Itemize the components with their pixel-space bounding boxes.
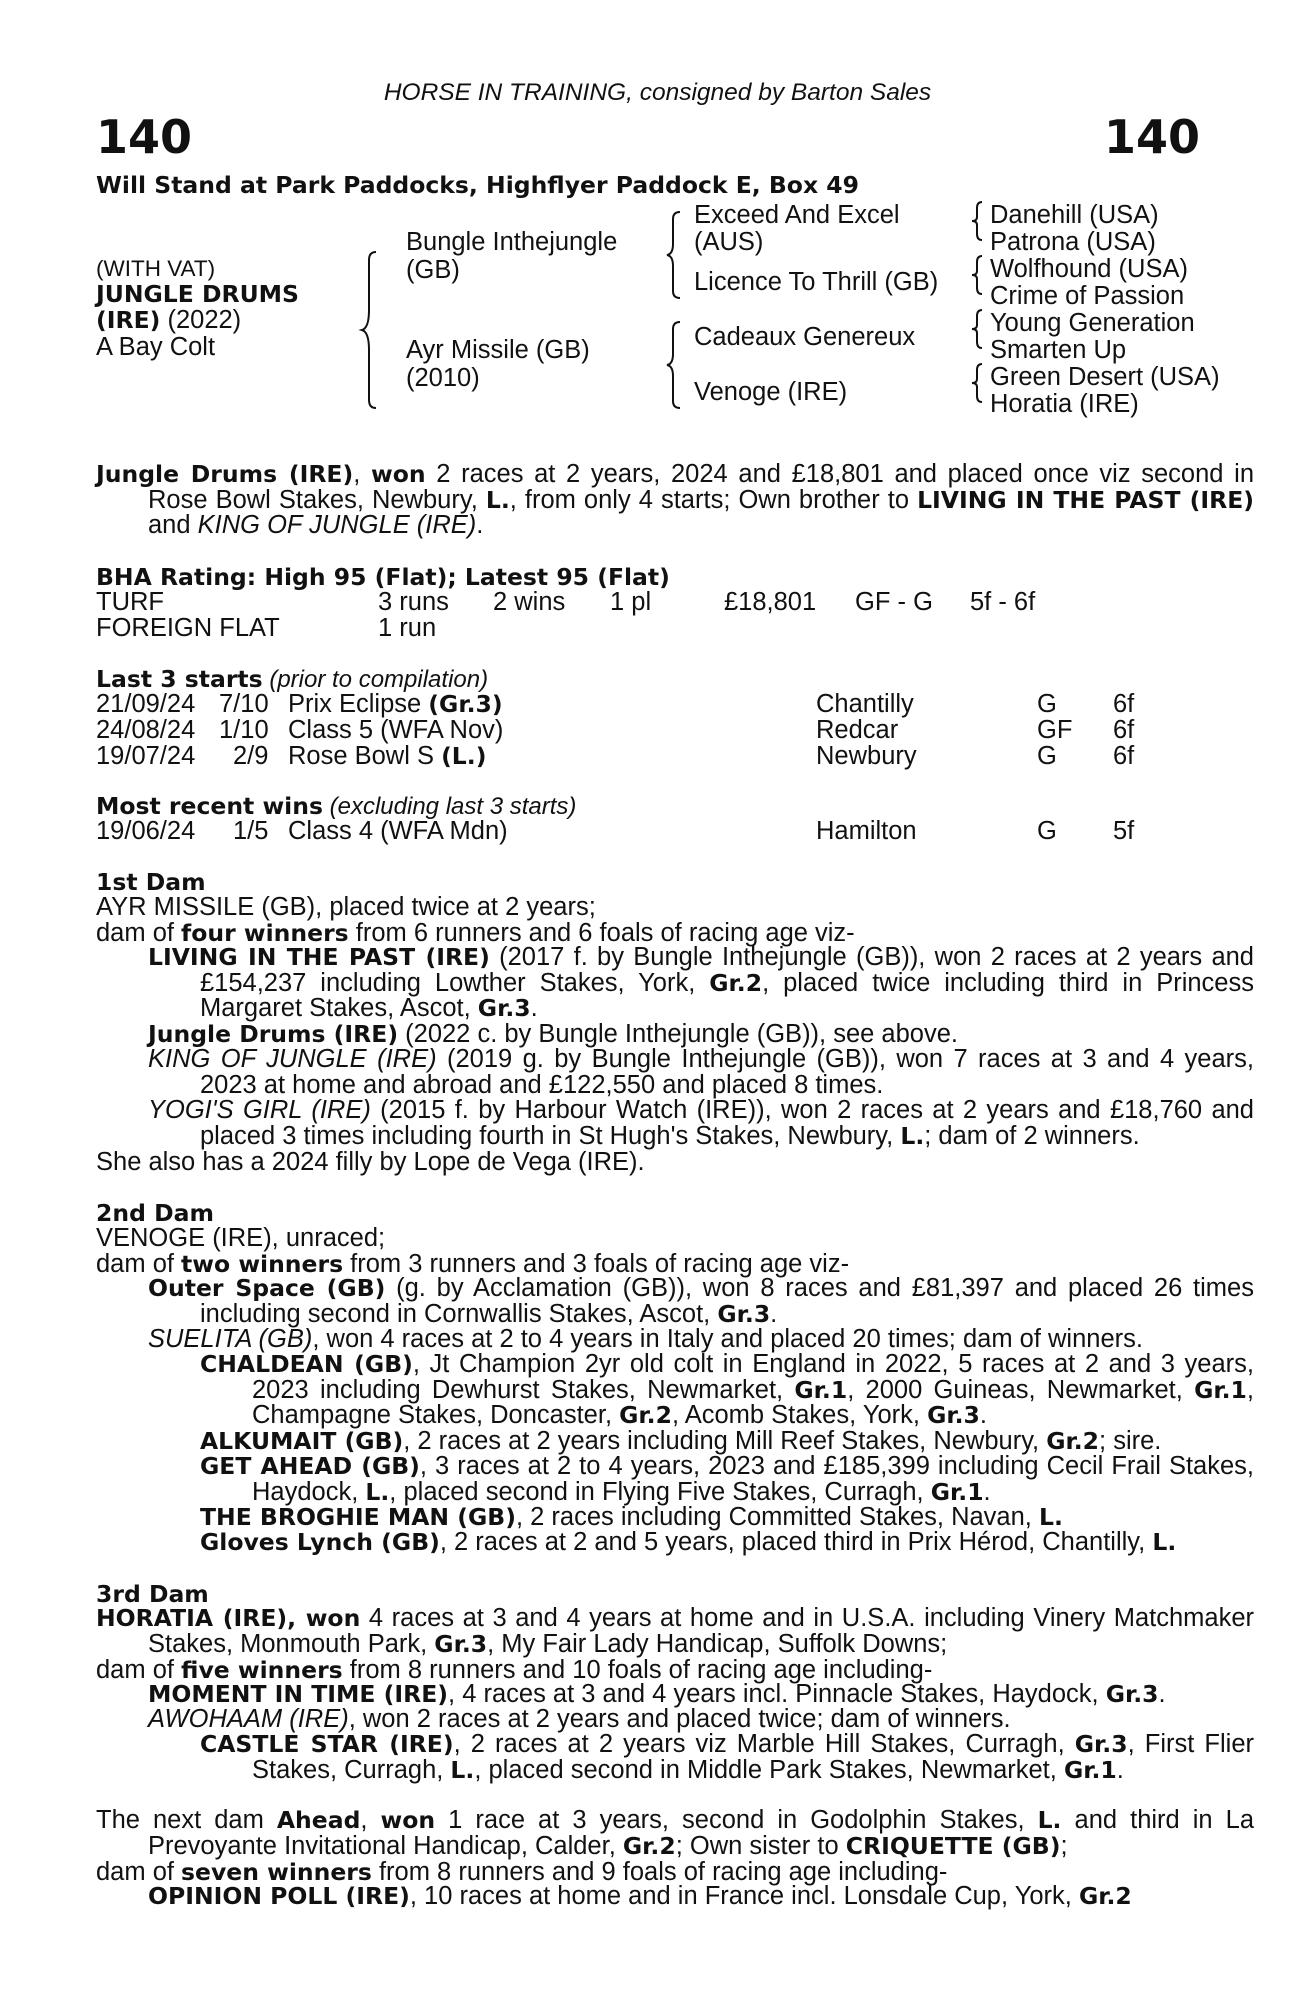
- grade: Gr.1: [930, 1477, 984, 1506]
- dam2-grand-offspring-5: [200, 1530, 1254, 1556]
- win-race: Class 4 (WFA Mdn): [288, 817, 508, 845]
- text: from 6 runners and 6 foals of racing age viz-: [348, 919, 855, 947]
- summary-sibling: LIVING IN THE PAST (IRE): [917, 485, 1254, 514]
- start-going: G: [1037, 690, 1057, 718]
- pedigree-bracket-1: [362, 250, 392, 410]
- horse-name-line2: [96, 307, 241, 333]
- text: , 2 races including Committed Stakes, Navan,: [515, 1503, 1039, 1531]
- offspring-name: OPINION POLL (IRE): [148, 1882, 410, 1910]
- text: , won 4 races at 2 to 4 years in Italy and placed 20 times; dam of winners.: [312, 1325, 1143, 1353]
- pedigree-sire: Bungle Inthejungle: [406, 228, 618, 256]
- text: , 2 races at 2 and 5 years, placed third in Prix Hérod, Chantilly,: [439, 1528, 1153, 1556]
- grade: Gr.3: [477, 994, 531, 1022]
- grade: Gr.1: [1194, 1375, 1247, 1404]
- text: and third in La Prevoyante Invitational Handicap, Calder,: [148, 1806, 1255, 1860]
- grade: Gr.3: [927, 1401, 980, 1429]
- dam3-offspring-1: [148, 1682, 1254, 1708]
- start-date: 24/08/24: [96, 716, 196, 744]
- pedigree-dam: Ayr Missile (GB): [406, 336, 590, 364]
- text: ; dam of 2 winners.: [924, 1121, 1140, 1150]
- start-distance: 6f: [1113, 716, 1135, 744]
- grade: Gr.3: [1074, 1730, 1128, 1758]
- dam3-heading: 3rd Dam: [96, 1580, 209, 1608]
- summary-text: and: [148, 511, 198, 539]
- offspring-name: YOGI'S GIRL (IRE): [148, 1096, 371, 1124]
- text: ; Own sister to: [675, 1831, 846, 1860]
- lot-number-left: 140: [96, 110, 193, 164]
- offspring-name: LIVING IN THE PAST (IRE): [148, 943, 490, 971]
- race-grade: (L.): [441, 742, 487, 770]
- offspring-name: GET AHEAD (GB): [200, 1452, 420, 1480]
- winner-count: two winners: [181, 1250, 344, 1278]
- text: .: [1116, 1755, 1124, 1784]
- horse-description: A Bay Colt: [96, 333, 216, 361]
- text: ;: [1060, 1831, 1068, 1860]
- text: from 8 runners and 9 foals of racing age including-: [371, 1858, 948, 1886]
- text: dam of: [96, 1656, 182, 1684]
- offspring-name: Outer Space (GB): [148, 1274, 386, 1302]
- text: , placed twice including third in Princess Margaret Stakes, Ascot,: [200, 968, 1254, 1022]
- pedigree-bracket-sire: [666, 210, 696, 300]
- text: , 3 races at 2 to 4 years, 2023 and £185,399 including Cecil Frail Stakes, Haydock,: [252, 1452, 1254, 1506]
- text: , 2 races at 2 years viz Marble Hill Stakes, Curragh,: [453, 1730, 1075, 1758]
- dam2-grand-offspring-4: [200, 1505, 1254, 1531]
- grade: Gr.2: [619, 1401, 672, 1429]
- bha-row-placed: 1 pl: [610, 588, 652, 616]
- pedigree-sds: Wolfhound (USA): [990, 255, 1188, 283]
- start-distance: 6f: [1113, 690, 1135, 718]
- offspring-name: CASTLE STAR (IRE): [200, 1730, 454, 1758]
- text: .: [770, 1299, 778, 1328]
- bha-row-distance: 5f - 6f: [970, 588, 1036, 616]
- horse-name: JUNGLE DRUMS: [96, 280, 299, 308]
- grade: Gr.1: [794, 1375, 848, 1404]
- text: (2015 f. by Harbour Watch (IRE)), won 2 races at 2 years and £18,760 and placed 3 times including fourth in St Hugh's Stakes, Newbury,: [200, 1096, 1254, 1150]
- dam3-grand-offspring-1: [200, 1732, 1254, 1783]
- dam2-grand-offspring-1: [200, 1352, 1254, 1429]
- dam-name: HORATIA (IRE), won: [96, 1604, 361, 1632]
- next-dam-offspring-1: [148, 1884, 1254, 1910]
- listed: L.: [450, 1755, 475, 1784]
- race-name: Rose Bowl S: [288, 742, 442, 770]
- dam2-offspring-1: [148, 1276, 1254, 1327]
- next-dam-summary: [96, 1808, 1254, 1859]
- win-course: Hamilton: [816, 817, 917, 845]
- pedigree-dsd: Smarten Up: [990, 336, 1127, 364]
- dam1-offspring-1: [148, 945, 1254, 1022]
- dam2-heading: 2nd Dam: [96, 1199, 214, 1227]
- text: .: [1158, 1680, 1166, 1708]
- text: , 2 races at 2 years including Mill Reef Stakes, Newbury,: [403, 1427, 1047, 1455]
- grade: Gr.2: [1046, 1427, 1100, 1455]
- start-date: 21/09/24: [96, 690, 196, 718]
- pedigree-ss: Exceed And Excel: [694, 201, 900, 229]
- summary-listed: L.: [485, 485, 510, 514]
- text: from 8 runners and 10 foals of racing age including-: [342, 1656, 933, 1684]
- grade: Gr.3: [434, 1629, 488, 1658]
- summary-text: , from only 4 starts; Own brother to: [509, 485, 918, 514]
- offspring-name: AWOHAAM (IRE): [148, 1705, 349, 1733]
- bha-row-type: TURF: [96, 588, 164, 616]
- summary-sibling: KING OF JUNGLE (IRE): [197, 511, 477, 539]
- consignment-line: HORSE IN TRAINING, consigned by Barton Sales: [383, 79, 932, 106]
- listed: L.: [900, 1121, 925, 1150]
- win-date: 19/06/24: [96, 817, 196, 845]
- sister-name: CRIQUETTE (GB): [845, 1831, 1061, 1860]
- text: , 4 races at 3 and 4 years incl. Pinnacle Stakes, Haydock,: [448, 1680, 1106, 1708]
- dam-name: Ahead: [276, 1806, 361, 1834]
- summary-text: 2 races at 2 years, 2024 and £18,801 and placed once viz second in Rose Bowl Stakes, Newbury,: [148, 460, 1254, 514]
- start-course: Redcar: [816, 716, 899, 744]
- dam1-offspring-4: [148, 1098, 1254, 1149]
- pedigree-sss: Danehill (USA): [990, 201, 1159, 229]
- start-race: [288, 691, 503, 717]
- bha-row-runs: 1 run: [378, 614, 437, 642]
- last3-note: (prior to compilation): [262, 666, 489, 693]
- text: dam of: [96, 919, 182, 947]
- offspring-name: ALKUMAIT (GB): [200, 1427, 404, 1455]
- start-course: Chantilly: [816, 690, 914, 718]
- grade: Gr.2: [1078, 1882, 1132, 1910]
- summary-text: .: [476, 511, 484, 539]
- text: The next dam: [96, 1806, 277, 1834]
- win-distance: 5f: [1113, 817, 1135, 845]
- bha-rating: BHA Rating: High 95 (Flat); Latest 95 (Flat): [96, 563, 670, 591]
- horse-year: (2022): [160, 306, 242, 334]
- won-label: won: [380, 1806, 436, 1834]
- pedigree-bracket-dam: [666, 320, 696, 410]
- bha-row-going: GF - G: [855, 588, 933, 616]
- text: , placed second in Middle Park Stakes, Newmarket,: [474, 1755, 1064, 1784]
- pedigree-dd: Venoge (IRE): [694, 378, 848, 406]
- stand-location: Will Stand at Park Paddocks, Highflyer Paddock E, Box 49: [96, 171, 859, 199]
- listed: L.: [365, 1477, 390, 1506]
- dam3-summary: [96, 1606, 1254, 1657]
- bha-row-runs: 3 runs: [378, 588, 449, 616]
- dam1-heading: 1st Dam: [96, 868, 206, 896]
- winner-count: four winners: [181, 919, 349, 947]
- text: dam of: [96, 1250, 182, 1278]
- pedigree-ddd: Horatia (IRE): [990, 390, 1139, 418]
- pedigree-ds: Cadeaux Genereux: [694, 323, 916, 351]
- win-position: 1/5: [233, 817, 269, 845]
- dam1-offspring-3: [148, 1047, 1254, 1098]
- pedigree-dss: Young Generation: [990, 309, 1195, 337]
- listed: L.: [1152, 1528, 1177, 1556]
- pedigree-dds: Green Desert (USA): [990, 363, 1220, 391]
- text: ,: [360, 1806, 381, 1834]
- pedigree-sire-country: (GB): [406, 256, 460, 284]
- dam2-line: VENOGE (IRE), unraced;: [96, 1224, 386, 1252]
- text: , Acomb Stakes, York,: [671, 1401, 928, 1429]
- text: , My Fair Lady Handicap, Suffolk Downs;: [487, 1629, 948, 1658]
- text: .: [530, 994, 538, 1022]
- start-course: Newbury: [816, 742, 917, 770]
- dam3-offspring-2: [148, 1707, 1254, 1733]
- start-position: 1/10: [219, 716, 269, 744]
- text: , Jt Champion 2yr old colt in England in 2022, 5 races at 2 and 3 years, 2023 including Dewhurst Stakes, Newmarket,: [252, 1350, 1254, 1404]
- text: (2017 f. by Bungle Inthejungle (GB)), won 2 races at 2 years and £154,237 including Lowther Stakes, York,: [200, 943, 1254, 997]
- text: 4 races at 3 and 4 years at home and in U.S.A. including Vinery Matchmaker Stakes, Monmouth Park,: [148, 1604, 1255, 1658]
- recent-title: Most recent wins: [96, 792, 323, 820]
- dam1-offspring-2: [148, 1022, 1254, 1048]
- start-going: G: [1037, 742, 1057, 770]
- pedigree-sd: Licence To Thrill (GB): [694, 268, 939, 296]
- offspring-name: THE BROGHIE MAN (GB): [200, 1503, 516, 1531]
- text: .: [979, 1401, 987, 1429]
- start-race: [288, 743, 486, 769]
- dam2-grand-offspring-3: [200, 1454, 1254, 1505]
- text: , Champagne Stakes, Doncaster,: [252, 1375, 1254, 1429]
- dam2-offspring-2: [148, 1327, 1254, 1353]
- pedigree-ssd: Patrona (USA): [990, 228, 1156, 256]
- listed: L.: [1037, 1806, 1062, 1834]
- pedigree-sdd: Crime of Passion: [990, 282, 1185, 310]
- text: , First Flier Stakes, Curragh,: [252, 1730, 1254, 1784]
- text: (2022 c. by Bungle Inthejungle (GB)), see above.: [398, 1020, 958, 1048]
- offspring-name: Jungle Drums (IRE): [148, 1020, 399, 1048]
- offspring-name: Gloves Lynch (GB): [200, 1528, 440, 1556]
- text: , 2000 Guineas, Newmarket,: [847, 1375, 1195, 1404]
- summary-horse-name: Jungle Drums (IRE): [96, 460, 354, 488]
- text: ; sire.: [1099, 1427, 1162, 1455]
- text: , 10 races at home and in France incl. Lonsdale Cup, York,: [409, 1882, 1079, 1910]
- recent-note: (excluding last 3 starts): [322, 793, 577, 820]
- start-date: 19/07/24: [96, 742, 196, 770]
- vat-note: (WITH VAT): [96, 256, 216, 281]
- last3-heading: [96, 666, 488, 693]
- start-going: GF: [1037, 716, 1073, 744]
- start-race: Class 5 (WFA Nov): [288, 716, 504, 744]
- text: 1 race at 3 years, second in Godolphin Stakes,: [435, 1806, 1038, 1834]
- text: .: [983, 1477, 991, 1506]
- bha-row-type: FOREIGN FLAT: [96, 614, 280, 642]
- grade: Gr.2: [709, 968, 763, 997]
- grade: Gr.1: [1063, 1755, 1117, 1784]
- pedigree-brackets-4th: [970, 200, 990, 440]
- text: , won 2 races at 2 years and placed twice; dam of winners.: [348, 1705, 1011, 1733]
- winner-count: seven winners: [181, 1858, 372, 1886]
- text: from 3 runners and 3 foals of racing age viz-: [343, 1250, 850, 1278]
- winner-count: five winners: [181, 1656, 343, 1684]
- recent-heading: [96, 793, 576, 820]
- last3-title: Last 3 starts: [96, 665, 263, 693]
- offspring-name: CHALDEAN (GB): [200, 1350, 413, 1378]
- horse-summary: Jungle Drums (IRE), won 2 races at 2 years, 2024 and £18,801 and placed once viz second in Rose Bowl Stakes, Newbury, L., from only 4 starts; Own brother to LIVING IN THE PAST (IRE) and KING OF JUNGLE (IRE).: [96, 460, 1254, 539]
- pedigree-dam-year: (2010): [406, 364, 480, 392]
- grade: Gr.2: [622, 1831, 676, 1860]
- start-distance: 6f: [1113, 742, 1135, 770]
- offspring-name: KING OF JUNGLE (IRE): [148, 1045, 437, 1073]
- bha-row-prize: £18,801: [724, 588, 817, 616]
- race-name: Prix Eclipse: [288, 690, 429, 718]
- horse-country: (IRE): [96, 306, 161, 334]
- win-going: G: [1037, 817, 1057, 845]
- text: , placed second in Flying Five Stakes, Curragh,: [389, 1477, 931, 1506]
- text: (g. by Acclamation (GB)), won 8 races and £81,397 and placed 26 times including second in Cornwallis Stakes, Ascot,: [200, 1274, 1254, 1328]
- dam1-line: AYR MISSILE (GB), placed twice at 2 years;: [96, 893, 596, 921]
- grade: Gr.3: [1105, 1680, 1159, 1708]
- dam1-footer: She also has a 2024 filly by Lope de Vega (IRE).: [96, 1148, 645, 1176]
- listed: L.: [1038, 1503, 1063, 1531]
- text: (2019 g. by Bungle Inthejungle (GB)), won 7 races at 3 and 4 years, 2023 at home and abroad and £122,550 and placed 8 times.: [200, 1045, 1254, 1099]
- grade: Gr.3: [717, 1299, 771, 1328]
- start-position: 2/9: [233, 742, 269, 770]
- pedigree-ss-country: (AUS): [694, 228, 764, 256]
- offspring-name: MOMENT IN TIME (IRE): [148, 1680, 449, 1708]
- start-position: 7/10: [219, 690, 269, 718]
- text: dam of: [96, 1858, 182, 1886]
- lot-number-right: 140: [1103, 110, 1200, 164]
- race-grade: (Gr.3): [428, 690, 503, 718]
- bha-row-wins: 2 wins: [493, 588, 566, 616]
- dam2-grand-offspring-2: [200, 1429, 1254, 1455]
- offspring-name: SUELITA (GB): [148, 1325, 313, 1353]
- summary-won: won: [370, 460, 426, 488]
